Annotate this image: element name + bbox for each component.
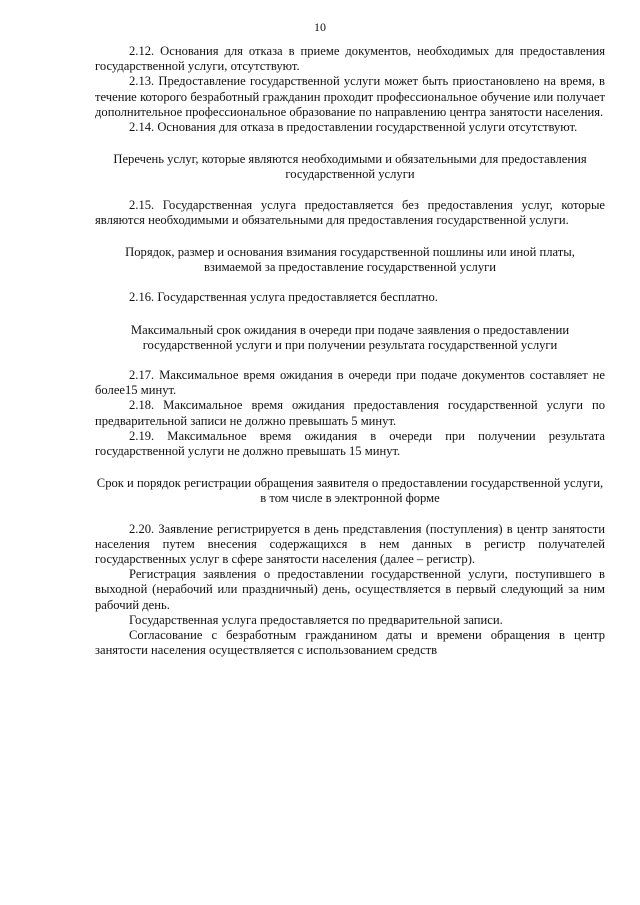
paragraph-agreement: Согласование с безработным гражданином даты и времени обращения в центр занятости населения осуществляется с использованием средств — [95, 628, 605, 658]
paragraph-2-17: 2.17. Максимальное время ожидания в очереди при подаче документов составляет не более15 минут. — [95, 368, 605, 398]
paragraph-2-19: 2.19. Максимальное время ожидания в очереди при получении результата государственной услуги не должно превышать 15 минут. — [95, 428, 605, 459]
document-body — [95, 44, 605, 659]
paragraph-2-12: 2.12. Основания для отказа в приеме документов, необходимых для предоставления государственной услуги, отсутствуют. — [95, 44, 605, 74]
section-heading-waiting-time: Максимальный срок ожидания в очереди при подаче заявления о предоставлении государственной услуги и при получении результата государственной услуги — [130, 322, 570, 352]
paragraph-2-20: 2.20. Заявление регистрируется в день представления (поступления) в центр занятости населения путем внесения содержащихся в нем данных в регистр получателей государственных услуг в сфере занятости населения (далее – регистр). — [95, 521, 605, 567]
paragraph-2-18: 2.18. Максимальное время ожидания предоставления государственной услуги по предварительной записи не должно превышать 5 минут. — [95, 398, 605, 428]
paragraph-appointment: Государственная услуга предоставляется по предварительной записи. — [129, 612, 503, 627]
paragraph-2-16: 2.16. Государственная услуга предоставляется бесплатно. — [129, 290, 438, 305]
paragraph-registration-weekend: Регистрация заявления о предоставлении государственной услуги, поступившего в выходной (нерабочий или праздничный) день, осуществляется в первый следующий за ним рабочий день. — [95, 567, 605, 612]
paragraph-2-15: 2.15. Государственная услуга предоставляется без предоставления услуг, которые являются необходимыми и обязательными для предоставления государственной услуги. — [95, 197, 605, 227]
paragraph-2-13: 2.13. Предоставление государственной услуги может быть приостановлено на время, в течение которого безработный гражданин проходит профессиональное обучение или получает дополнительное профессиональное образование по направлению центра занятости населения. — [95, 74, 605, 119]
section-heading-registration: Срок и порядок регистрации обращения заявителя о предоставлении государственной услуги, в том числе в электронной форме — [96, 476, 604, 506]
paragraph-2-14: 2.14. Основания для отказа в предоставлении государственной услуги отсутствуют. — [129, 120, 578, 135]
section-heading-fees: Порядок, размер и основания взимания государственной пошлины или иной платы, взимаемой за предоставление государственной услуги — [125, 245, 575, 275]
section-heading-required-services: Перечень услуг, которые являются необходимыми и обязательными для предоставления государственной услуги — [113, 152, 587, 182]
page-number: 10 — [314, 20, 326, 34]
